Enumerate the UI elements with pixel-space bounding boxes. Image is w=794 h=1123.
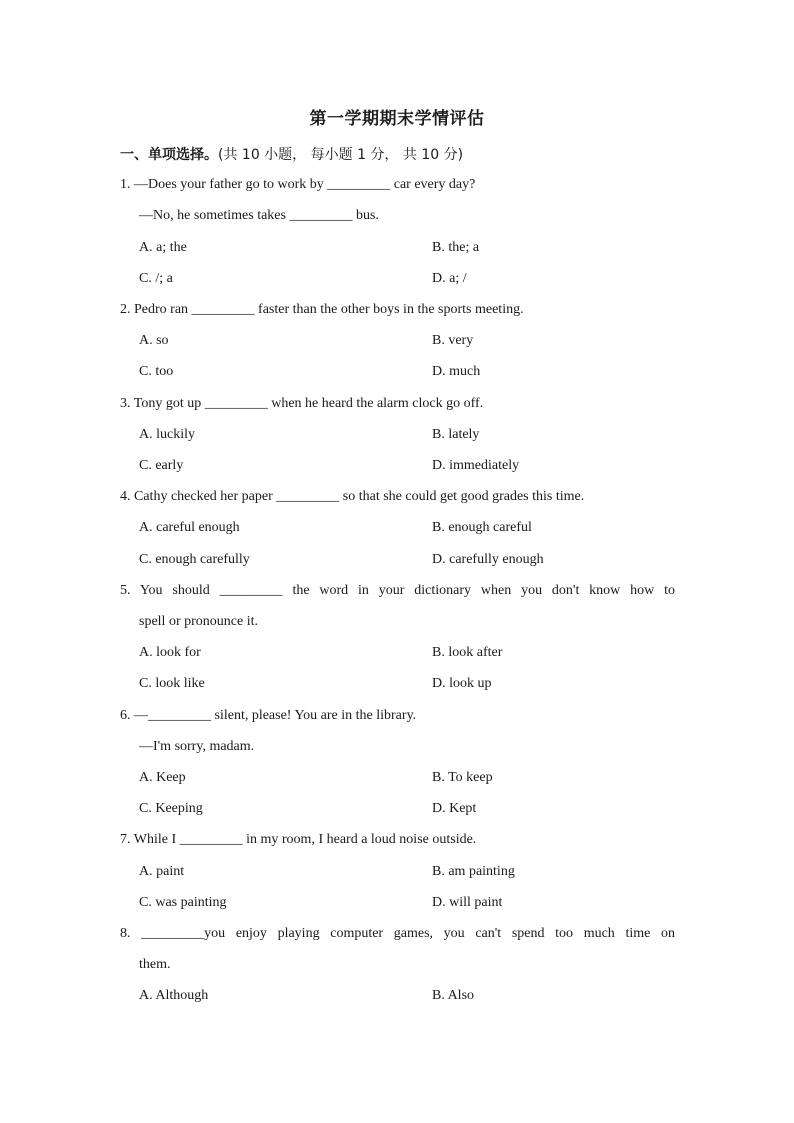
- question-6-option-c: C. Keeping: [139, 801, 203, 816]
- question-2-option-c: C. too: [139, 364, 174, 379]
- question-5-option-a: A. look for: [139, 645, 201, 660]
- section-heading: [120, 144, 463, 164]
- question-4-option-c: C. enough carefully: [139, 552, 250, 567]
- question-7-option-a: A. paint: [139, 864, 185, 879]
- question-4-option-d: D. carefully enough: [432, 552, 544, 567]
- question-5-option-d: D. look up: [432, 676, 492, 691]
- question-1-option-b: B. the; a: [432, 240, 480, 255]
- question-3-option-b: B. lately: [432, 427, 480, 442]
- question-6-option-b: B. To keep: [432, 770, 493, 785]
- question-7-option-b: B. am painting: [432, 864, 515, 879]
- page-title: 第一学期期末学情评估: [309, 109, 485, 129]
- question-7-stem: 7. While I _________ in my room, I heard a loud noise outside.: [120, 832, 477, 847]
- question-7-option-d: D. will paint: [432, 895, 503, 910]
- question-3-option-d: D. immediately: [432, 458, 520, 473]
- section-label: 一、单项选择。: [120, 147, 218, 163]
- question-5-stem: 5. You should _________ the word in your dictionary when you don't know how to: [120, 583, 675, 598]
- question-3-option-a: A. luckily: [139, 427, 195, 442]
- question-3-option-c: C. early: [139, 458, 184, 473]
- question-1-option-a: A. a; the: [139, 240, 187, 255]
- question-1-option-c: C. /; a: [139, 271, 173, 286]
- question-4-option-a: A. careful enough: [139, 520, 240, 535]
- question-5-option-c: C. look like: [139, 676, 205, 691]
- question-8-stem: 8. _________you enjoy playing computer games, you can't spend too much time on: [120, 926, 675, 941]
- question-5-option-b: B. look after: [432, 645, 503, 660]
- question-8-option-a: A. Although: [139, 988, 209, 1003]
- question-6-option-d: D. Kept: [432, 801, 477, 816]
- question-4-option-b: B. enough careful: [432, 520, 532, 535]
- section-info: (共 10 小题， 每小题 1 分， 共 10 分): [218, 147, 464, 163]
- question-6-stem: 6. —_________ silent, please! You are in the library.: [120, 708, 417, 723]
- question-6-response: —I'm sorry, madam.: [139, 739, 255, 754]
- question-4-stem: 4. Cathy checked her paper _________ so that she could get good grades this time.: [120, 489, 585, 504]
- question-6-option-a: A. Keep: [139, 770, 186, 785]
- question-2-option-b: B. very: [432, 333, 474, 348]
- question-5-stem-cont: spell or pronounce it.: [139, 614, 258, 629]
- question-1-response: —No, he sometimes takes _________ bus.: [139, 208, 379, 223]
- question-1-stem: 1. —Does your father go to work by _________ car every day?: [120, 177, 476, 192]
- question-3-stem: 3. Tony got up _________ when he heard the alarm clock go off.: [120, 396, 484, 411]
- question-7-option-c: C. was painting: [139, 895, 227, 910]
- question-2-option-a: A. so: [139, 333, 169, 348]
- question-1-option-d: D. a; /: [432, 271, 467, 286]
- question-2-stem: 2. Pedro ran _________ faster than the other boys in the sports meeting.: [120, 302, 524, 317]
- question-8-option-b: B. Also: [432, 988, 475, 1003]
- question-8-stem-cont: them.: [139, 957, 171, 972]
- question-2-option-d: D. much: [432, 364, 481, 379]
